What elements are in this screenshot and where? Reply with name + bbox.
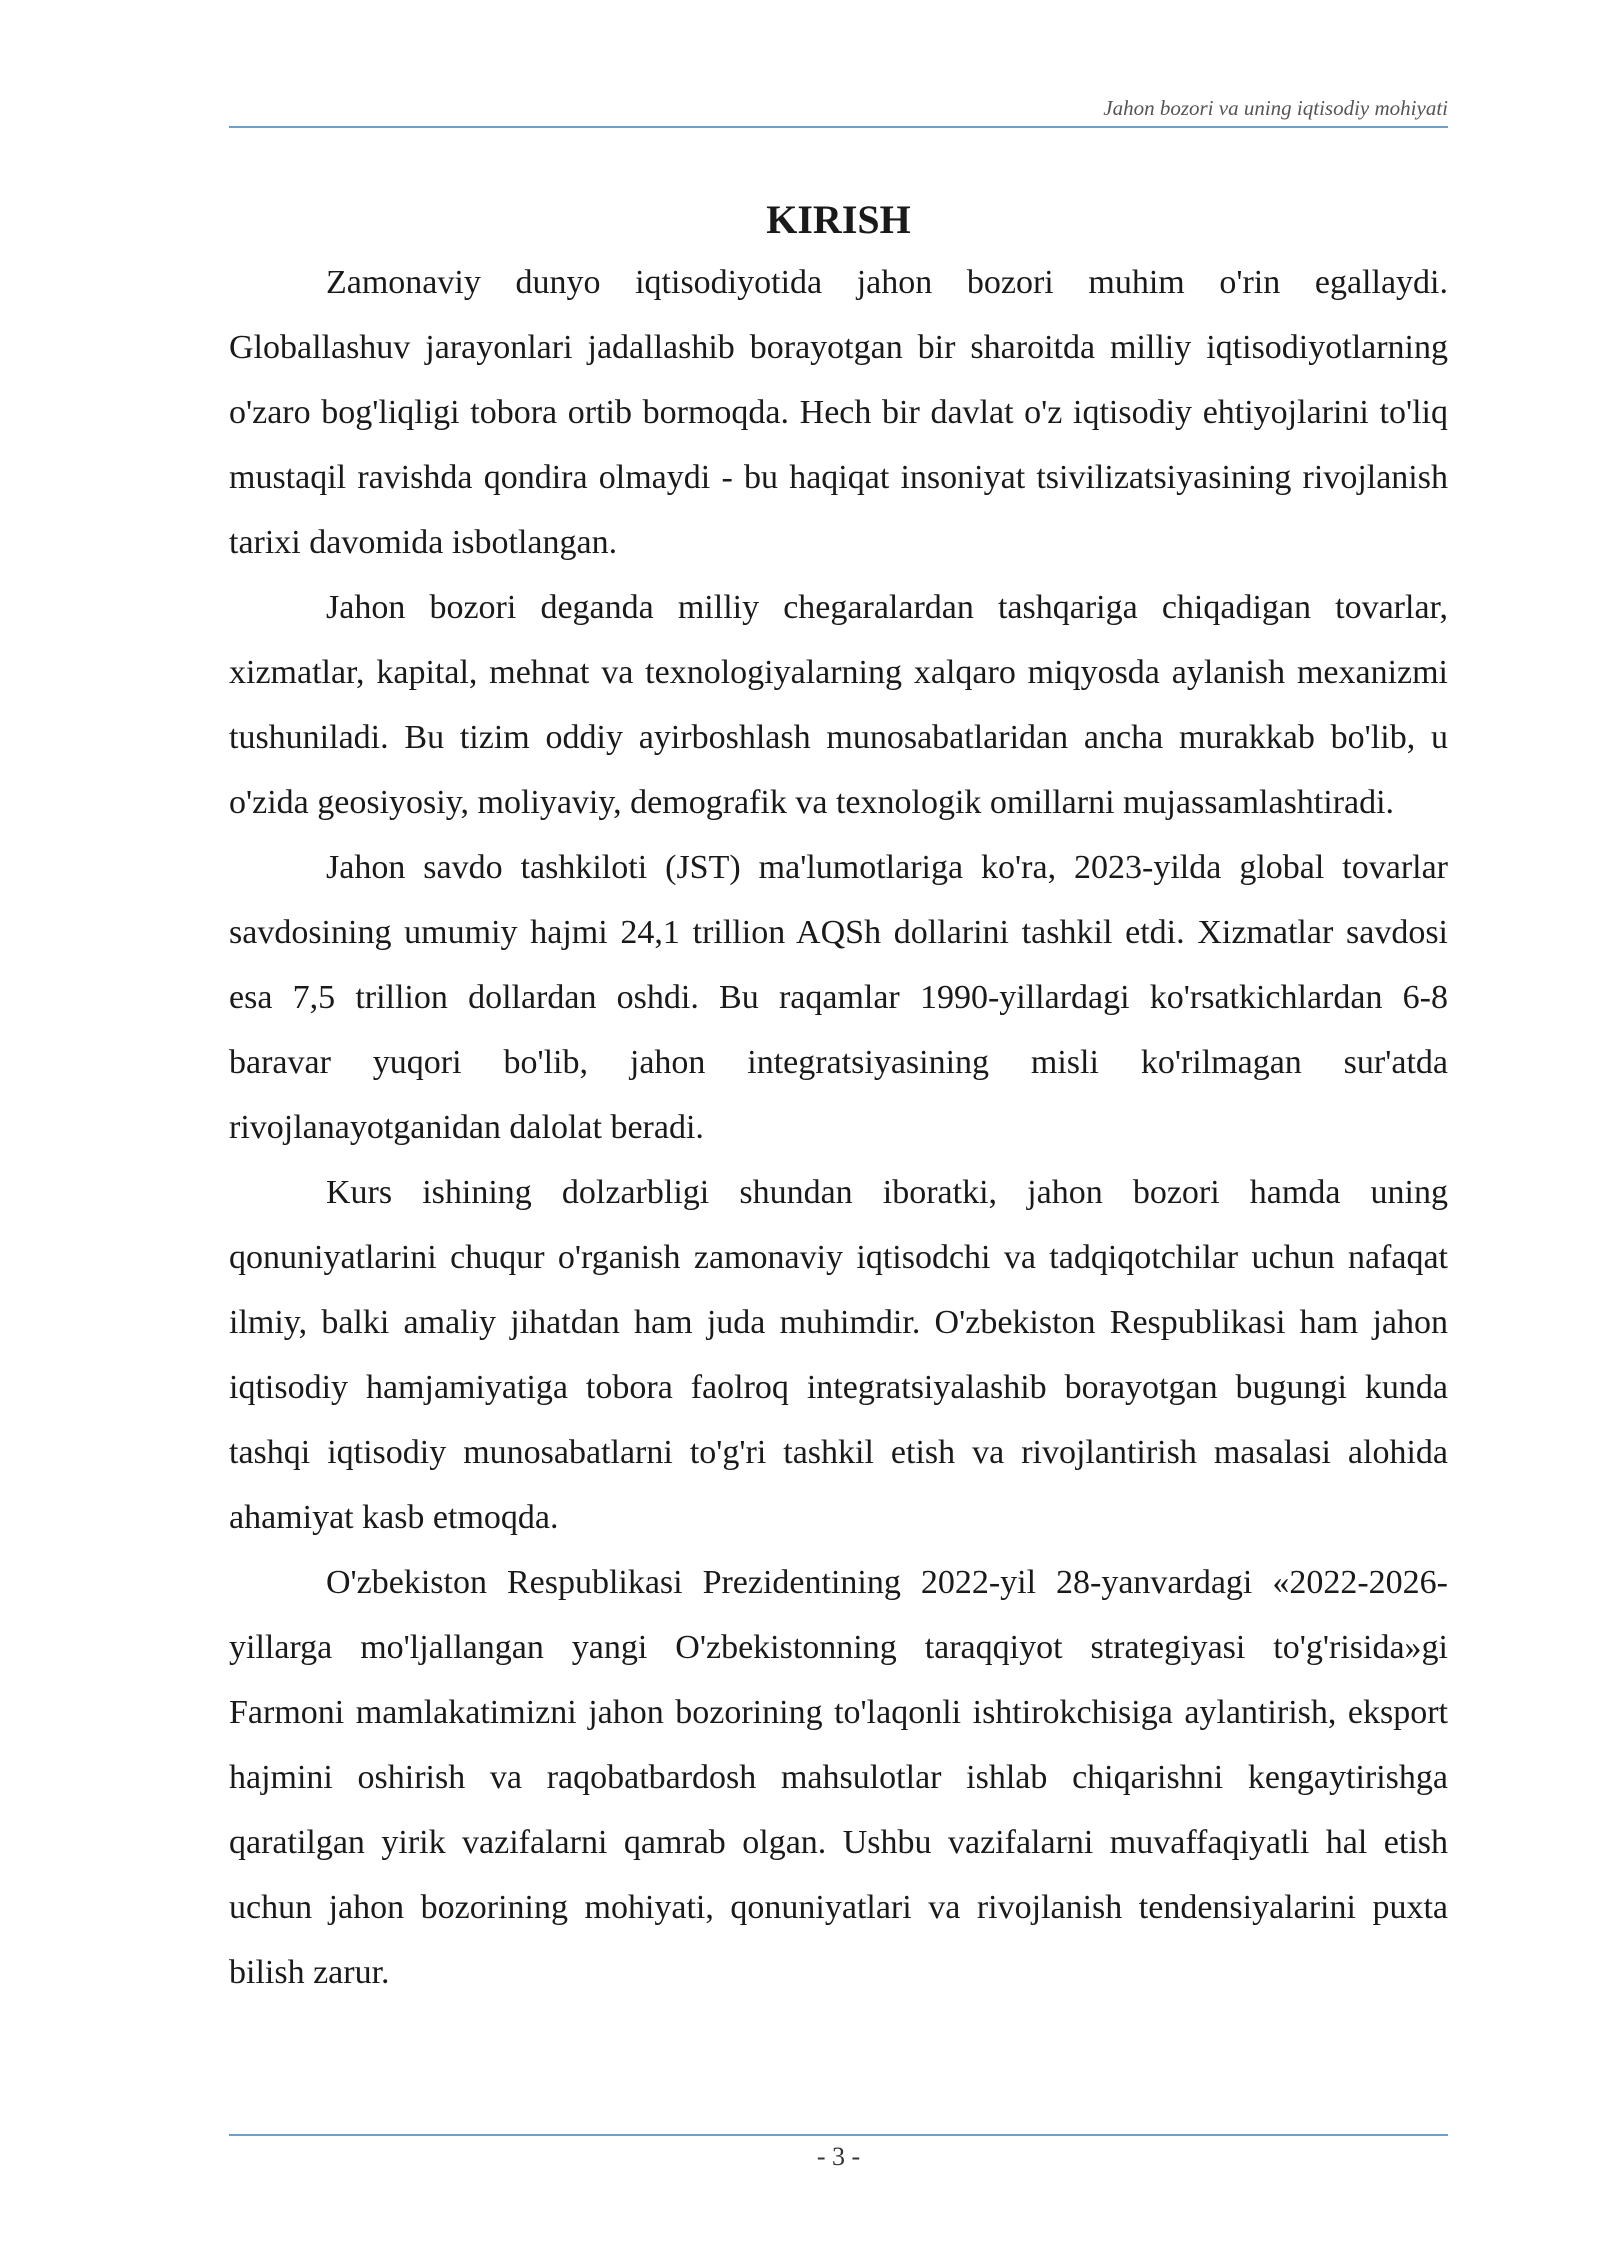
running-header: Jahon bozori va uning iqtisodiy mohiyati [1103, 96, 1448, 120]
page-content [229, 190, 1448, 2005]
paragraph: O'zbekiston Respublikasi Prezidentining 2022-yil 28-yanvardagi «2022-2026-yillarga mo'ljallangan yangi O'zbekistonning taraqqiyot strategiyasi to'g'risida»gi Farmoni mamlakatimizni jahon bozorining to'laqonli ishtirokchisiga aylantirish, eksport hajmini oshirish va raqobatbardosh mahsulotlar ishlab chiqarishni kengaytirishga qaratilgan yirik vazifalarni qamrab olgan. Ushbu vazifalarni muvaffaqiyatli hal etish uchun jahon bozorining mohiyati, qonuniyatlari va rivojlanish tendensiyalarini puxta bilish zarur. [229, 1564, 1448, 1991]
paragraph: Zamonaviy dunyo iqtisodiyotida jahon bozori muhim o'rin egallaydi. Globallashuv jarayonlari jadallashib borayotgan bir sharoitda milliy iqtisodiyotlarning o'zaro bog'liqligi tobora ortib bormoqda. Hech bir davlat o'z iqtisodiy ehtiyojlarini to'liq mustaqil ravishda qondira olmaydi - bu haqiqat insoniyat tsivilizatsiyasining rivojlanish tarixi davomida isbotlangan. [229, 264, 1448, 561]
header-divider [229, 126, 1448, 128]
footer-divider [229, 2134, 1448, 2136]
paragraph: Kurs ishining dolzarbligi shundan iboratki, jahon bozori hamda uning qonuniyatlarini chuqur o'rganish zamonaviy iqtisodchi va tadqiqotchilar uchun nafaqat ilmiy, balki amaliy jihatdan ham juda muhimdir. O'zbekiston Respublikasi ham jahon iqtisodiy hamjamiyatiga tobora faolroq integratsiyalashib borayotgan bugungi kunda tashqi iqtisodiy munosabatlarni to'g'ri tashkil etish va rivojlantirish masalasi alohida ahamiyat kasb etmoqda. [229, 1174, 1448, 1536]
paragraph: Jahon savdo tashkiloti (JST) ma'lumotlariga ko'ra, 2023-yilda global tovarlar savdosining umumiy hajmi 24,1 trillion AQSh dollarini tashkil etdi. Xizmatlar savdosi esa 7,5 trillion dollardan oshdi. Bu raqamlar 1990-yillardagi ko'rsatkichlardan 6-8 baravar yuqori bo'lib, jahon integratsiyasining misli ko'rilmagan sur'atda rivojlanayotganidan dalolat beradi. [229, 849, 1448, 1146]
section-title: KIRISH [766, 197, 911, 242]
page-number: - 3 - [816, 2142, 861, 2171]
paragraph: Jahon bozori deganda milliy chegaralardan tashqariga chiqadigan tovarlar, xizmatlar, kapital, mehnat va texnologiyalarning xalqaro miqyosda aylanish mexanizmi tushuniladi. Bu tizim oddiy ayirboshlash munosabatlaridan ancha murakkab bo'lib, u o'zida geosiyosiy, moliyaviy, demografik va texnologik omillarni mujassamlashtiradi. [229, 589, 1448, 821]
